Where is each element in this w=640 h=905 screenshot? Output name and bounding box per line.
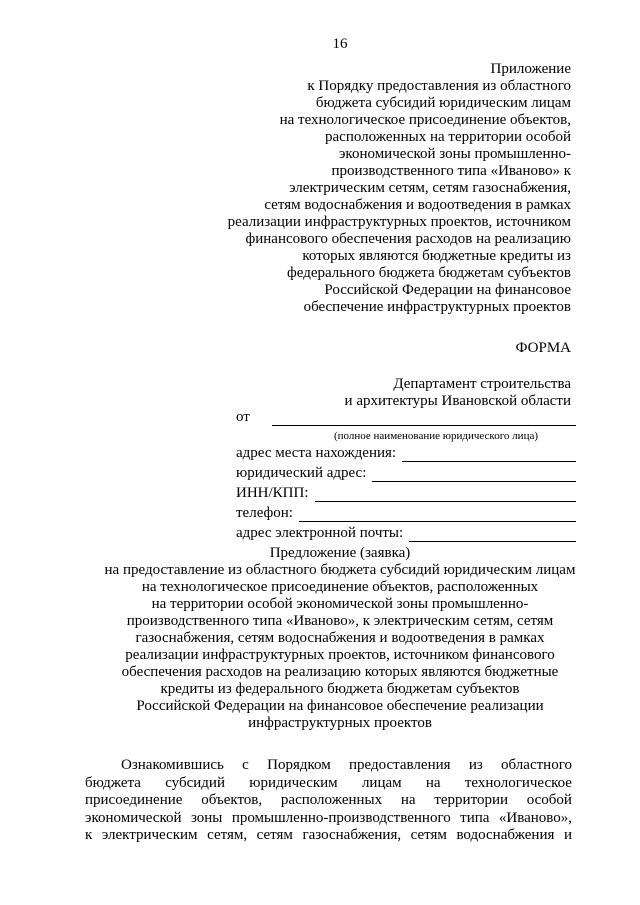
body-word: газоснабжения, — [302, 827, 402, 843]
recipient-line: и архитектуры Ивановской области — [344, 393, 571, 409]
from-label: от — [236, 409, 250, 425]
legal-address-label: юридический адрес: — [236, 465, 367, 481]
body-word: областного — [501, 757, 572, 773]
proposal-title — [0, 545, 640, 732]
body-word: сетям — [256, 827, 293, 843]
body-word: на — [425, 774, 441, 791]
proposal-line: на технологическое присоединение объектов, расположенных — [141, 579, 539, 595]
body-word: экономической — [85, 809, 182, 826]
location-input-line[interactable] — [402, 448, 576, 462]
form-label: ФОРМА — [515, 340, 571, 356]
body-word: зоны — [190, 809, 223, 826]
body-word: типа — [460, 809, 490, 826]
body-word: объектов, — [201, 792, 263, 808]
phone-row — [236, 504, 576, 522]
body-word: к — [85, 827, 93, 843]
recipient-line: Департамент строительства — [393, 376, 571, 392]
proposal-line: Российской Федерации на финансовое обеспечение реализации — [136, 698, 544, 714]
recipient-block — [345, 376, 571, 410]
body-word: сетям, — [207, 827, 248, 843]
appendix-line: на технологическое присоединение объектов, — [279, 112, 571, 128]
proposal-line: инфраструктурных проектов — [248, 715, 432, 731]
appendix-line: к Порядку предоставления из областного — [307, 78, 571, 94]
appendix-line: реализации инфраструктурных проектов, источником — [227, 214, 571, 230]
from-input-line[interactable] — [272, 412, 576, 426]
proposal-line: на территории особой экономической зоны промышленно- — [151, 596, 529, 612]
body-word: субсидий — [165, 774, 225, 791]
body-word: Ознакомившись — [121, 757, 224, 773]
appendix-line: производственного типа «Иваново» к — [331, 163, 571, 179]
appendix-line: сетям водоснабжения и водоотведения в рамках — [264, 197, 571, 213]
body-word: на — [400, 792, 416, 808]
appendix-line: Российской Федерации на финансовое — [324, 282, 571, 298]
body-line — [85, 775, 572, 793]
body-word: электрическим — [101, 827, 198, 843]
body-word: особой — [526, 792, 572, 808]
applicant-fields — [236, 408, 576, 542]
body-word: расположенных — [280, 792, 383, 808]
inn-label: ИНН/КПП: — [236, 485, 309, 501]
appendix-line: Приложение — [490, 61, 571, 77]
appendix-line: экономической зоны промышленно- — [338, 146, 571, 162]
body-word: бюджета — [85, 774, 141, 791]
from-row — [236, 408, 576, 426]
proposal-line: на предоставление из областного бюджета субсидий юридическим лицам — [104, 562, 576, 578]
body-word: водоснабжения — [456, 827, 555, 843]
page-number: 16 — [332, 36, 348, 52]
body-paragraph — [85, 757, 572, 845]
inn-input-line[interactable] — [315, 488, 576, 502]
phone-input-line[interactable] — [299, 508, 576, 522]
appendix-line: бюджета субсидий юридическим лицам — [315, 95, 571, 111]
proposal-line: производственного типа «Иваново», к электрическим сетям, сетям — [126, 613, 554, 629]
body-word: «Иваново», — [498, 809, 572, 826]
body-word: промышленно-производственного — [231, 809, 451, 826]
body-word: лицам — [361, 774, 402, 791]
appendix-line: которых являются бюджетные кредиты из — [302, 248, 571, 264]
body-word: предоставления — [349, 757, 451, 773]
appendix-line: расположенных на территории особой — [325, 129, 571, 145]
appendix-line: федерального бюджета бюджетам субъектов — [287, 265, 571, 281]
body-word: территории — [434, 792, 508, 808]
body-word: с — [242, 757, 249, 773]
body-word: из — [468, 757, 483, 773]
proposal-line: обеспечения расходов на реализацию которых являются бюджетные — [121, 664, 559, 680]
body-line — [85, 757, 572, 775]
body-word: сетям — [410, 827, 447, 843]
body-word: и — [563, 827, 572, 843]
body-word: юридическим — [249, 774, 338, 791]
proposal-line: реализации инфраструктурных проектов, источником финансового — [125, 647, 555, 663]
email-label: адрес электронной почты: — [236, 525, 404, 541]
proposal-line: кредиты из федерального бюджета бюджетам субъектов — [160, 681, 520, 697]
body-line — [85, 810, 572, 828]
proposal-line: газоснабжения, сетям водоснабжения и водоотведения в рамках — [135, 630, 545, 646]
email-row — [236, 524, 576, 542]
appendix-line: электрическим сетям, сетям газоснабжения, — [289, 180, 571, 196]
proposal-line: Предложение (заявка) — [269, 545, 411, 561]
body-word: присоединение — [85, 792, 183, 808]
phone-label: телефон: — [236, 505, 293, 521]
email-input-line[interactable] — [409, 528, 576, 542]
from-hint: (полное наименование юридического лица) — [333, 430, 538, 442]
body-word: технологическое — [464, 774, 572, 791]
appendix-header — [211, 61, 571, 316]
body-line — [85, 827, 572, 845]
appendix-line: обеспечение инфраструктурных проектов — [303, 299, 571, 315]
body-line — [85, 792, 572, 810]
body-word: Порядком — [267, 757, 331, 773]
location-row — [236, 444, 576, 462]
appendix-line: финансового обеспечения расходов на реализацию — [245, 231, 571, 247]
legal-address-input-line[interactable] — [372, 468, 576, 482]
inn-row — [236, 484, 576, 502]
legal-address-row — [236, 464, 576, 482]
location-label: адрес места нахождения: — [236, 445, 397, 461]
